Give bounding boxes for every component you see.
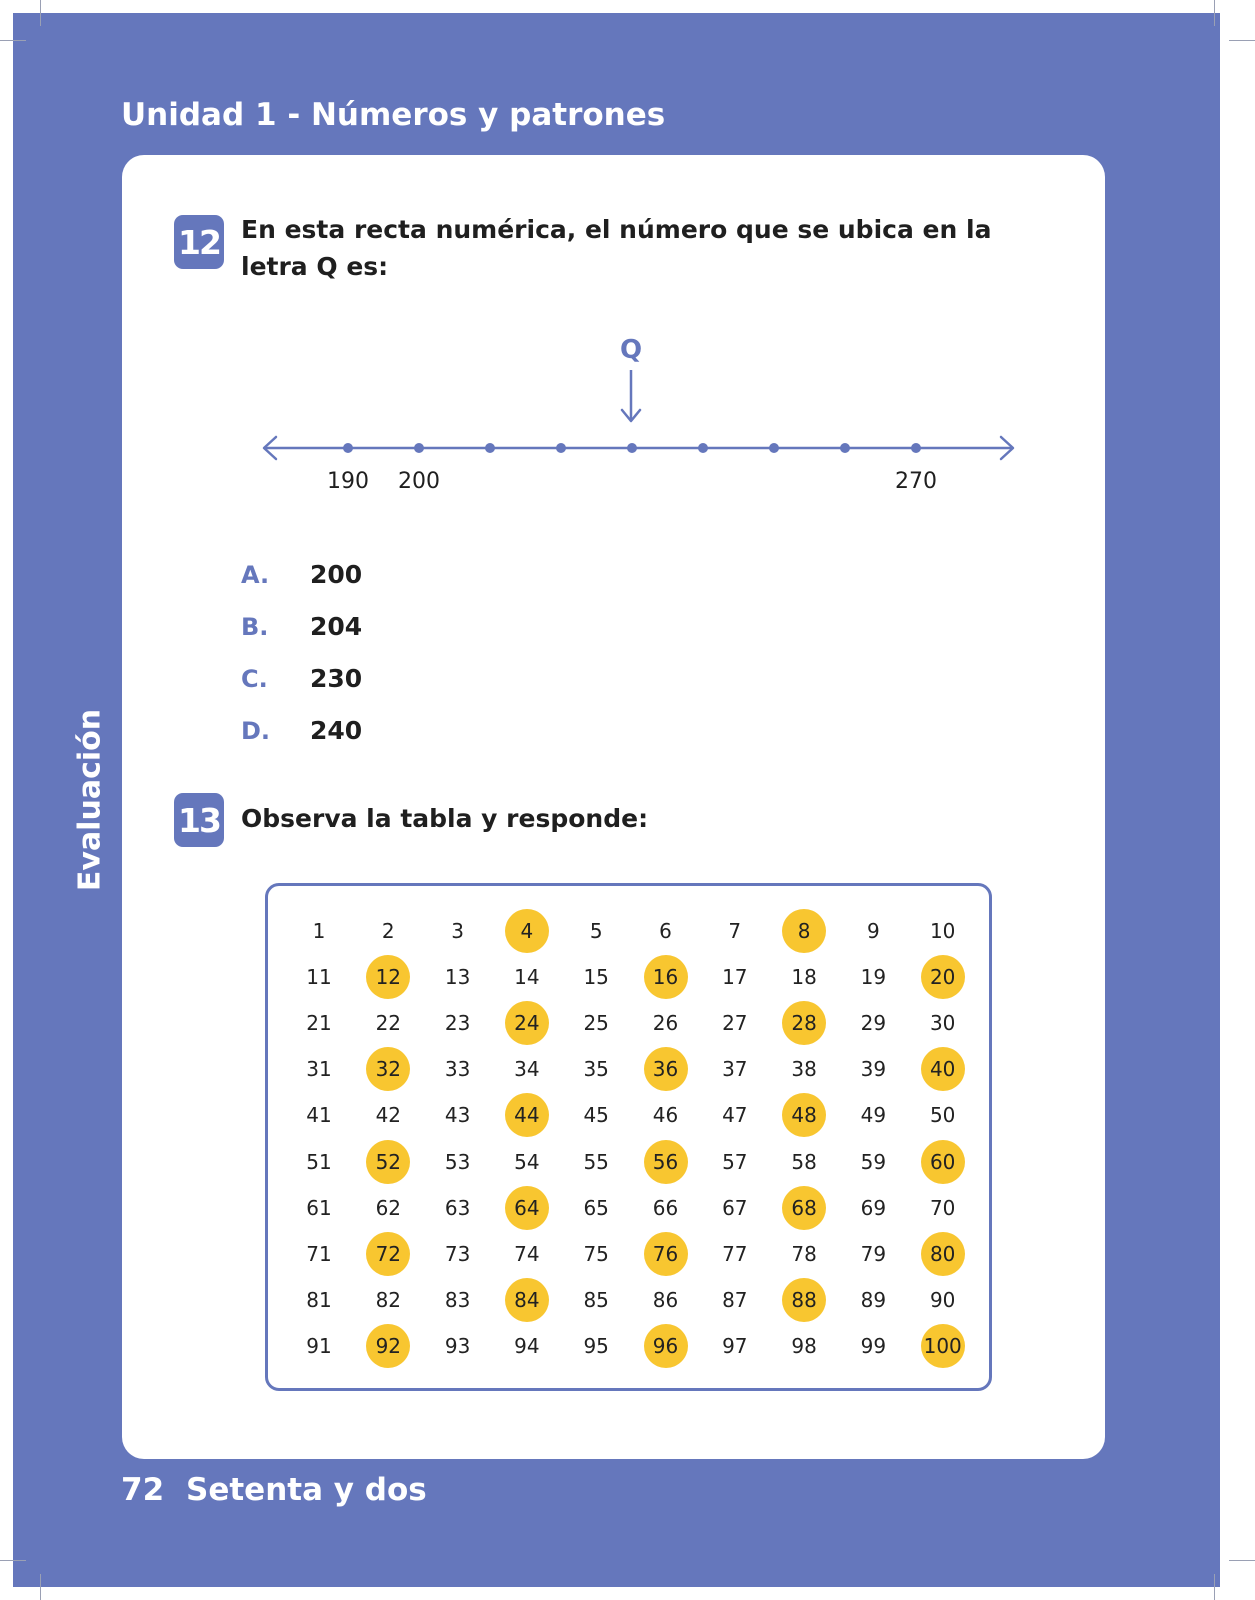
number-cell: 45: [583, 1103, 609, 1128]
number-cell: 14: [514, 965, 540, 990]
number-cell: 1: [312, 919, 326, 943]
tick-label-270: 270: [895, 469, 937, 494]
number-cell: 7: [728, 919, 742, 943]
number-cell: 53: [444, 1149, 471, 1174]
number-cell: 30: [929, 1011, 956, 1036]
tick-dot: [840, 443, 850, 453]
number-cell: 73: [444, 1241, 471, 1266]
option-c-value[interactable]: 230: [310, 664, 363, 693]
number-cell: 3: [451, 919, 464, 943]
number-cell: 70: [929, 1195, 956, 1220]
tick-label-190: 190: [327, 469, 369, 494]
number-cell: 22: [375, 1011, 402, 1036]
number-cell: 95: [583, 1333, 609, 1358]
highlighted-number-cell: 40: [921, 1047, 965, 1091]
number-cell: 54: [514, 1149, 540, 1174]
tick-dot: [627, 443, 637, 453]
tick-dot: [556, 443, 566, 453]
highlighted-number-cell: 8: [782, 909, 826, 953]
number-cell: 49: [860, 1103, 887, 1128]
down-arrow-icon: [622, 370, 640, 421]
number-cell: 42: [375, 1103, 402, 1128]
highlighted-number-cell: 24: [505, 1001, 549, 1045]
question-12-line2: letra Q es:: [241, 252, 389, 281]
number-cell: 18: [791, 965, 817, 990]
highlighted-number-cell: 20: [921, 955, 965, 999]
number-cell: 78: [791, 1241, 817, 1266]
number-cell: 26: [652, 1011, 679, 1036]
number-cell: 31: [306, 1057, 332, 1082]
number-cell: 17: [722, 965, 748, 990]
highlighted-number-cell: 32: [366, 1047, 410, 1091]
number-cell: 43: [444, 1103, 471, 1128]
tick-dot: [698, 443, 708, 453]
number-cell: 99: [860, 1333, 887, 1358]
number-cell: 77: [722, 1241, 748, 1266]
number-cell: 62: [375, 1195, 402, 1220]
number-cell: 66: [652, 1195, 679, 1220]
highlighted-number-cell: 28: [782, 1001, 826, 1045]
highlighted-number-cell: 56: [644, 1140, 688, 1184]
number-line: [0, 0, 1255, 520]
number-cell: 15: [583, 965, 609, 990]
number-cell: 39: [860, 1057, 887, 1082]
page-number: 72: [121, 1472, 165, 1508]
highlighted-number-cell: 72: [366, 1232, 410, 1276]
highlighted-number-cell: 4: [505, 909, 549, 953]
highlighted-number-cell: 48: [782, 1093, 826, 1137]
number-cell: 9: [867, 919, 880, 943]
option-a-letter: A.: [241, 561, 270, 589]
number-cell: 55: [583, 1149, 609, 1174]
number-cell: 46: [652, 1103, 679, 1128]
highlighted-number-cell: 80: [921, 1232, 965, 1276]
highlighted-number-cell: 36: [644, 1047, 688, 1091]
number-cell: 86: [652, 1287, 679, 1312]
number-cell: 34: [514, 1057, 540, 1082]
highlighted-number-cell: 52: [366, 1140, 410, 1184]
number-cell: 61: [306, 1195, 332, 1220]
number-cell: 57: [722, 1149, 748, 1174]
tick-dot: [769, 443, 779, 453]
number-cell: 71: [306, 1241, 332, 1266]
highlighted-number-cell: 60: [921, 1140, 965, 1184]
marker-label: Q: [619, 335, 643, 365]
number-cell: 11: [306, 965, 332, 990]
number-cell: 82: [375, 1287, 402, 1312]
number-cell: 58: [791, 1149, 817, 1174]
number-cell: 65: [583, 1195, 609, 1220]
highlighted-number-cell: 44: [505, 1093, 549, 1137]
number-cell: 51: [306, 1149, 332, 1174]
tick-dot: [485, 443, 495, 453]
tick-label-200: 200: [398, 469, 440, 494]
section-label: Evaluación: [72, 708, 108, 892]
number-cell: 41: [306, 1103, 332, 1128]
number-cell: 10: [929, 919, 956, 943]
number-cell: 91: [306, 1333, 332, 1358]
number-cell: 87: [722, 1287, 748, 1312]
highlighted-number-cell: 100: [921, 1324, 965, 1368]
number-cell: 89: [860, 1287, 887, 1312]
highlighted-number-cell: 88: [782, 1278, 826, 1322]
option-d-letter: D.: [241, 717, 271, 745]
option-b-value[interactable]: 204: [310, 612, 363, 641]
number-cell: 59: [860, 1149, 887, 1174]
number-cell: 33: [444, 1057, 471, 1082]
number-cell: 23: [444, 1011, 471, 1036]
tick-dot: [343, 443, 353, 453]
page-number-words: Setenta y dos: [186, 1472, 427, 1508]
number-cell: 27: [722, 1011, 748, 1036]
number-cell: 13: [444, 965, 471, 990]
highlighted-number-cell: 76: [644, 1232, 688, 1276]
highlighted-number-cell: 92: [366, 1324, 410, 1368]
number-cell: 79: [860, 1241, 887, 1266]
number-cell: 85: [583, 1287, 609, 1312]
number-cell: 81: [306, 1287, 332, 1312]
crop-mark: [1214, 1574, 1215, 1600]
number-cell: 50: [929, 1103, 956, 1128]
number-cell: 93: [444, 1333, 471, 1358]
question-13-text: Observa la tabla y responde:: [241, 804, 649, 833]
number-cell: 74: [514, 1241, 540, 1266]
highlighted-number-cell: 84: [505, 1278, 549, 1322]
highlighted-number-cell: 64: [505, 1186, 549, 1230]
number-cell: 63: [444, 1195, 471, 1220]
number-cell: 90: [929, 1287, 956, 1312]
number-cell: 47: [722, 1103, 748, 1128]
tick-dot: [911, 443, 921, 453]
number-cell: 5: [589, 919, 603, 943]
highlighted-number-cell: 12: [366, 955, 410, 999]
number-cell: 29: [860, 1011, 887, 1036]
question-13-badge: 13: [174, 793, 224, 847]
option-b-letter: B.: [241, 613, 269, 641]
unit-title: Unidad 1 - Números y patrones: [121, 97, 666, 133]
number-cell: 97: [722, 1333, 748, 1358]
number-cell: 38: [791, 1057, 817, 1082]
number-cell: 94: [514, 1333, 540, 1358]
option-c-letter: C.: [241, 665, 268, 693]
crop-mark: [0, 1560, 26, 1561]
number-cell: 2: [381, 919, 395, 943]
number-cell: 69: [860, 1195, 887, 1220]
number-cell: 25: [583, 1011, 609, 1036]
option-d-value[interactable]: 240: [310, 716, 363, 745]
crop-mark: [1229, 1560, 1255, 1561]
tick-dot: [414, 443, 424, 453]
number-cell: 6: [659, 919, 672, 943]
number-cell: 21: [306, 1011, 332, 1036]
number-cell: 19: [860, 965, 887, 990]
highlighted-number-cell: 68: [782, 1186, 826, 1230]
number-cell: 98: [791, 1333, 817, 1358]
question-12-badge: 12: [174, 215, 224, 269]
number-cell: 35: [583, 1057, 609, 1082]
question-12-line1: En esta recta numérica, el número que se ubica en la: [241, 215, 992, 244]
option-a-value[interactable]: 200: [310, 560, 363, 589]
number-cell: 75: [583, 1241, 609, 1266]
number-cell: 83: [444, 1287, 471, 1312]
number-cell: 37: [722, 1057, 748, 1082]
number-cell: 67: [722, 1195, 748, 1220]
highlighted-number-cell: 16: [644, 955, 688, 999]
highlighted-number-cell: 96: [644, 1324, 688, 1368]
crop-mark: [40, 1574, 41, 1600]
